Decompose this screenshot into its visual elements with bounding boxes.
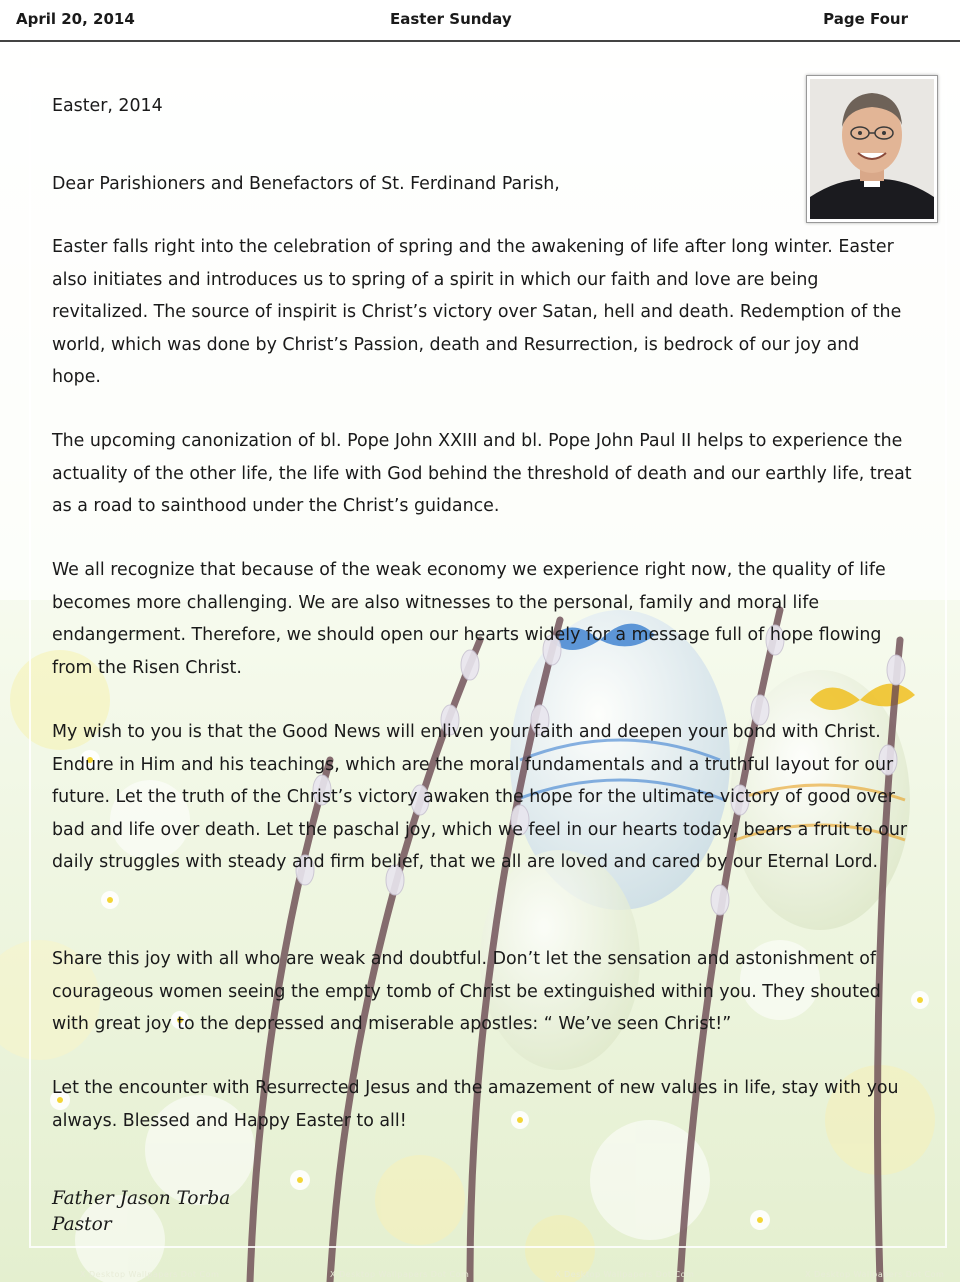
signature-title: Pastor: [52, 1214, 112, 1235]
watermark-text: X Desktop Wallpapers Dot Com: [330, 1270, 470, 1279]
header-title: Easter Sunday: [390, 10, 512, 28]
watermark-strip: [0, 1268, 960, 1282]
pastor-portrait-image: [810, 79, 934, 219]
header-page-number: Page Four: [823, 10, 908, 28]
watermark-text: X Desktop Wallpapers Dot Com: [805, 1270, 945, 1279]
watermark-text: X Desktop Wallpapers Dot Com: [80, 1270, 220, 1279]
signature-name: Father Jason Torba: [52, 1188, 231, 1209]
letter-paragraph: My wish to you is that the Good News will enliven your faith and deepen your bond with Christ. Endure in Him and his teachings, which are the moral fundamentals and a truthful layout for our future. Let the truth of the Christ’s victory awaken the hope for the ultimate victory of good over bad and life over death. Let the paschal joy, which we feel in our hearts today, bears a fruit to our daily struggles with steady and firm belief, that we all are loved and cared by our Eternal Lord.: [52, 722, 908, 872]
page-header: [0, 0, 960, 42]
watermark-text: X Desktop Wallpapers Dot Com: [555, 1270, 695, 1279]
letter-paragraph: We all recognize that because of the weak economy we experience right now, the quality of life becomes more challenging. We are also witnesses to the personal, family and moral life endangerment. Therefore, we should open our hearts widely for a message full of hope flowing from the Risen Christ.: [52, 560, 886, 678]
pastor-photo: [806, 75, 938, 223]
letter-paragraph: Let the encounter with Resurrected Jesus and the amazement of new values in life, stay with you always. Blessed and Happy Easter to all!: [52, 1078, 899, 1131]
header-date: April 20, 2014: [16, 10, 135, 28]
letter-paragraph: Share this joy with all who are weak and doubtful. Don’t let the sensation and astonishment of courageous women seeing the empty tomb of Christ be extinguished within you. They shouted with great joy to the depressed and miserable apostles: “ We’ve seen Christ!”: [52, 949, 881, 1034]
letter-paragraph: Easter falls right into the celebration of spring and the awakening of life after long winter. Easter also initiates and introduces us to spring of a spirit in which our faith and love are being revitalized. The source of inspirit is Christ’s victory over Satan, hell and death. Redemption of the world, which was done by Christ’s Passion, death and Resurrection, is bedrock of our joy and hope.: [52, 237, 902, 387]
letter-salutation: Dear Parishioners and Benefactors of St. Ferdinand Parish,: [52, 174, 560, 194]
letter-date: Easter, 2014: [52, 96, 163, 116]
letter-paragraph: The upcoming canonization of bl. Pope John XXIII and bl. Pope John Paul II helps to experience the actuality of the other life, the life with God behind the threshold of death and our earthly life, treat as a road to sainthood under the Christ’s guidance.: [52, 431, 912, 516]
signature-block: [52, 1186, 230, 1238]
